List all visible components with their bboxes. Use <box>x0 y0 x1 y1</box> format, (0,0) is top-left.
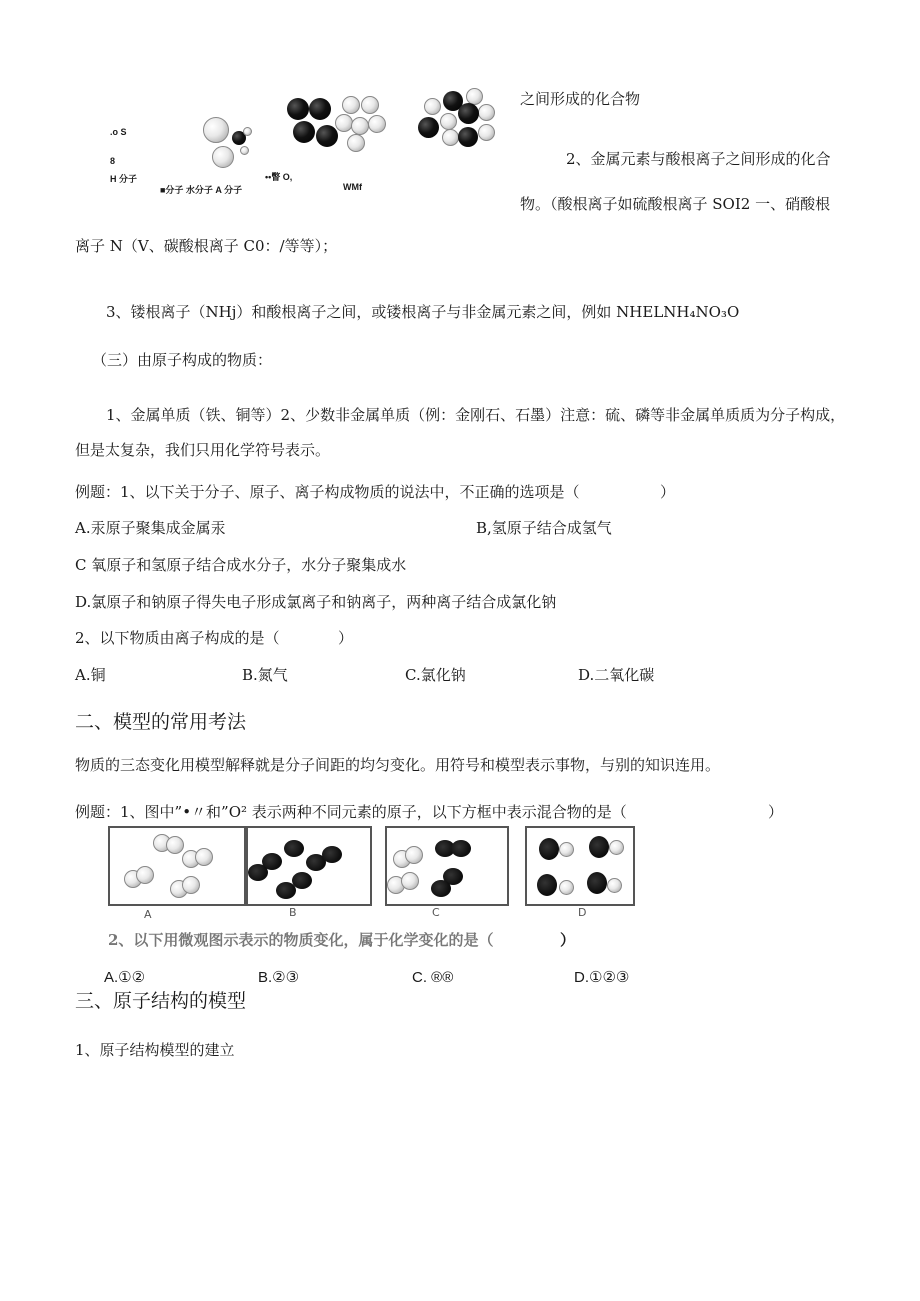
atom-black <box>537 874 557 896</box>
atom-black <box>418 117 439 138</box>
option-b: B.②③ <box>258 969 300 986</box>
atom-white <box>559 842 574 857</box>
atom-white <box>166 836 184 854</box>
question-close: ） <box>660 483 676 501</box>
paragraph: 但是太复杂，我们只用化学符号表示。 <box>75 441 331 459</box>
question: 2、以下用微观图示表示的物质变化，属于化学变化的是（ <box>108 931 494 949</box>
atom-white <box>424 98 441 115</box>
atom-white <box>342 96 360 114</box>
atom-white <box>405 846 423 864</box>
figure-label: ■分子 水分子 A 分子 <box>160 185 243 195</box>
atom-white <box>243 127 252 136</box>
atom-black <box>451 840 471 857</box>
atom-white <box>136 866 154 884</box>
option-a: A.①② <box>104 969 146 986</box>
option-c: C.氯化钠 <box>405 666 466 684</box>
atom-white <box>203 117 229 143</box>
figure-label: H 分子 <box>110 174 138 184</box>
section-heading: （三）由原子构成的物质： <box>92 351 273 369</box>
option-d: D.氯原子和钠原子得失电子形成氯离子和钠离子，两种离子结合成氯化钠 <box>75 593 557 611</box>
box-label-d: D <box>578 906 587 919</box>
atom-white <box>361 96 379 114</box>
text-line: 之间形成的化合物 <box>520 90 641 108</box>
atom-white <box>401 872 419 890</box>
atom-white <box>478 104 495 121</box>
paragraph: 1、金属单质（铁、铜等）2、少数非金属单质（例：金刚石、石墨）注意：硫、磷等非金属单质质为分子构成， <box>106 406 846 424</box>
atom-black <box>431 880 451 897</box>
atom-black <box>589 836 609 858</box>
atom-white <box>607 878 622 893</box>
option-d: D.①②③ <box>574 969 630 986</box>
atom-black <box>458 127 478 147</box>
text-line: 物。（酸根离子如硫酸根离子 SOI2 一、硝酸根 <box>520 195 831 213</box>
box-label-a: A <box>144 908 152 921</box>
figure-label: 8 <box>110 156 116 166</box>
part-heading: 二、模型的常用考法 <box>75 711 247 733</box>
atom-white <box>351 117 369 135</box>
atom-white <box>182 876 200 894</box>
atom-white <box>440 113 457 130</box>
mixture-box-a <box>108 826 246 906</box>
atom-black <box>309 98 331 120</box>
atom-white <box>212 146 234 168</box>
option-c: C 氧原子和氢原子结合成水分子，水分子聚集成水 <box>75 556 407 574</box>
atom-white <box>368 115 386 133</box>
atom-white <box>347 134 365 152</box>
option-a: A.汞原子聚集成金属汞 <box>75 519 226 537</box>
option-a: A.铜 <box>75 666 106 684</box>
box-label-b: B <box>289 906 297 919</box>
atom-black <box>287 98 309 120</box>
mixture-box-c <box>385 826 509 906</box>
atom-black <box>293 121 315 143</box>
box-label-c: C <box>432 906 440 919</box>
question: 例题：1、以下关于分子、原子、离子构成物质的说法中，不正确的选项是（ <box>75 483 580 501</box>
option-b: B.氮气 <box>242 666 288 684</box>
atom-white <box>609 840 624 855</box>
text-line: 3、镂根离子（NHj）和酸根离子之间，或镂根离子与非金属元素之间，例如 NHELNH₄NO₃O <box>106 303 740 321</box>
paragraph: 物质的三态变化用模型解释就是分子间距的均匀变化。用符号和模型表示事物，与别的知识连用。 <box>75 756 721 774</box>
figure-label: WMf <box>343 182 362 192</box>
mixture-box-b <box>246 826 372 906</box>
question-close: ） <box>560 931 576 949</box>
atom-white <box>195 848 213 866</box>
atom-white <box>240 146 249 155</box>
text-line: 2、金属元素与酸根离子之间形成的化合 <box>566 150 831 168</box>
option-d: D.二氧化碳 <box>578 666 655 684</box>
atom-black <box>322 846 342 863</box>
atom-black <box>276 882 296 899</box>
atom-black <box>587 872 607 894</box>
atom-black <box>316 125 338 147</box>
atom-black <box>458 103 479 124</box>
option-c: C. ®® <box>412 969 454 986</box>
figure-label: ••瞥 O, <box>265 172 293 182</box>
question: 例题：1、图中”•〃和”O² 表示两种不同元素的原子，以下方框中表示混合物的是（ <box>75 803 627 821</box>
atom-black <box>539 838 559 860</box>
question-close: ） <box>768 803 784 821</box>
question: 2、以下物质由离子构成的是（ <box>75 629 280 647</box>
question-close: ） <box>338 629 354 647</box>
atom-white <box>559 880 574 895</box>
figure-label: .o S <box>110 127 127 137</box>
subheading: 1、原子结构模型的建立 <box>75 1041 235 1059</box>
atom-black <box>248 864 268 881</box>
atom-white <box>478 124 495 141</box>
text-line: 离子 N（V、碳酸根离子 C0：/等等）； <box>75 237 338 255</box>
atom-white <box>442 129 459 146</box>
option-b: B,氢原子结合成氢气 <box>476 519 612 537</box>
atom-black <box>284 840 304 857</box>
mixture-box-d <box>525 826 635 906</box>
part-heading: 三、原子结构的模型 <box>75 990 247 1012</box>
